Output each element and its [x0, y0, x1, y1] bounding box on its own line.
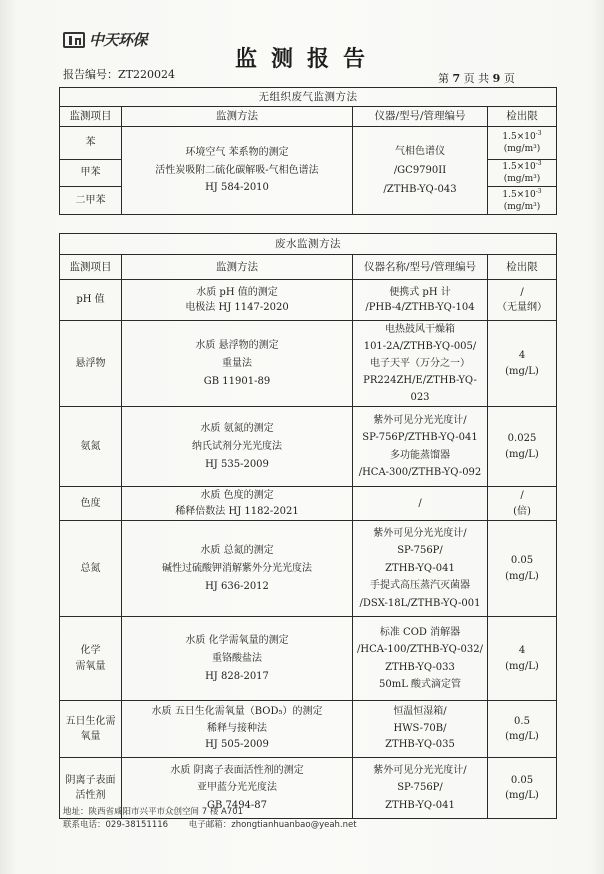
gas-instrument-cell: 气相色谱仪 /GC9790II /ZTHB-YQ-043: [353, 127, 488, 215]
current-page: 7: [452, 72, 461, 85]
instrument-cell: 紫外可见分光光度计/ SP-756P/ ZTHB-YQ-041 手提式高压蒸汽灭菌器 /DSX-18L/ZTHB-YQ-001: [353, 521, 488, 617]
method-cell: 水质 阴离子表面活性剂的测定 亚甲蓝分光光度法 GB 7494-87: [122, 758, 353, 819]
item-cell: 悬浮物: [60, 321, 122, 407]
gas-method-cell: 环境空气 苯系物的测定 活性炭吸附二硫化碳解吸-气相色谱法 HJ 584-2010: [122, 127, 353, 215]
gas-limit: $1.5\times 10^{-3}$ (mg/m³): [488, 127, 557, 160]
header-limit: 检出限: [488, 255, 557, 280]
limit-cell: 0.05 (mg/L): [488, 521, 557, 617]
header-method: 监测方法: [122, 255, 353, 280]
header-item: 监测项目: [60, 107, 122, 127]
gas-limit: $1.5\times 10^{-3}$ (mg/m³): [488, 187, 557, 215]
instrument-cell: 紫外可见分光光度计/ SP-756P/ ZTHB-YQ-041: [353, 758, 488, 819]
limit-cell: 0.05 (mg/L): [488, 758, 557, 819]
total-pages: 9: [492, 72, 501, 85]
table-row: [60, 407, 557, 487]
instrument-cell: 紫外可见分光光度计/ SP-756P/ZTHB-YQ-041 多功能蒸馏器 /HCA-300/ZTHB-YQ-092: [353, 407, 488, 487]
footer-address: 地址：陕西省咸阳市兴平市众创空间 7 楼 A701: [63, 807, 244, 817]
item-cell: 色度: [60, 487, 122, 521]
item-cell: 阴离子表面 活性剂: [60, 758, 122, 819]
table-row: [60, 280, 557, 321]
instrument-cell: /: [353, 487, 488, 521]
table-row: [60, 617, 557, 701]
gas-item: 甲苯: [60, 160, 122, 187]
header-instrument: 仪器名称/型号/管理编号: [353, 255, 488, 280]
limit-cell: / (倍): [488, 487, 557, 521]
instrument-cell: 恒温恒湿箱/ HWS-70B/ ZTHB-YQ-035: [353, 701, 488, 758]
limit-cell: 4 (mg/L): [488, 321, 557, 407]
report-number: 报告编号：ZT220024: [63, 68, 175, 81]
table-row: [60, 521, 557, 617]
header-instrument: 仪器/型号/管理编号: [353, 107, 488, 127]
limit-cell: 4 (mg/L): [488, 617, 557, 701]
limit-cell: 0.5 (mg/L): [488, 701, 557, 758]
gas-item: 苯: [60, 127, 122, 160]
table-row: [60, 321, 557, 407]
item-cell: 氨氮: [60, 407, 122, 487]
table-row: [60, 487, 557, 521]
footer-email: 电子邮箱：zhongtianhuanbao@yeah.net: [188, 820, 357, 830]
item-cell: pH 值: [60, 280, 122, 321]
page-number: 第 7 页 共 9 页: [438, 72, 515, 85]
item-cell: 化学 需氧量: [60, 617, 122, 701]
limit-cell: / （无量纲）: [488, 280, 557, 321]
item-cell: 五日生化需 氧量: [60, 701, 122, 758]
header-item: 监测项目: [60, 255, 122, 280]
instrument-cell: 便携式 pH 计 /PHB-4/ZTHB-YQ-104: [353, 280, 488, 321]
gas-section-title: 无组织废气监测方法: [60, 88, 557, 107]
footer-phone: 联系电话：029-38151116: [63, 820, 169, 830]
header-limit: 检出限: [488, 107, 557, 127]
instrument-cell: 电热鼓风干燥箱 101-2A/ZTHB-YQ-005/ 电子天平（万分之一） PR224ZH/E/ZTHB-YQ-023: [353, 321, 488, 407]
gas-limit: $1.5\times 10^{-3}$ (mg/m³): [488, 160, 557, 187]
limit-cell: 0.025 (mg/L): [488, 407, 557, 487]
gas-methods-table: [59, 87, 557, 215]
item-cell: 总氮: [60, 521, 122, 617]
method-cell: 水质 化学需氧量的测定 重铬酸盐法 HJ 828-2017: [122, 617, 353, 701]
footer: [63, 806, 375, 832]
water-methods-table: [59, 233, 557, 819]
method-cell: 水质 氨氮的测定 纳氏试剂分光光度法 HJ 535-2009: [122, 407, 353, 487]
logo-text: 中天环保: [89, 31, 148, 49]
method-cell: 水质 五日生化需氧量（BOD₅）的测定 稀释与接种法 HJ 505-2009: [122, 701, 353, 758]
method-cell: 水质 悬浮物的测定 重量法 GB 11901-89: [122, 321, 353, 407]
page-title: 监测报告: [234, 46, 379, 72]
table-row: [60, 701, 557, 758]
footer-contact: [63, 819, 375, 832]
instrument-cell: 标准 COD 消解器 /HCA-100/ZTHB-YQ-032/ ZTHB-YQ-033 50mL 酸式滴定管: [353, 617, 488, 701]
water-section-title: 废水监测方法: [60, 234, 557, 255]
method-cell: 水质 色度的测定 稀释倍数法 HJ 1182-2021: [122, 487, 353, 521]
header-method: 监测方法: [122, 107, 353, 127]
method-cell: 水质 总氮的测定 碱性过硫酸钾消解紫外分光光度法 HJ 636-2012: [122, 521, 353, 617]
gas-item: 二甲苯: [60, 187, 122, 215]
method-cell: 水质 pH 值的测定 电极法 HJ 1147-2020: [122, 280, 353, 321]
